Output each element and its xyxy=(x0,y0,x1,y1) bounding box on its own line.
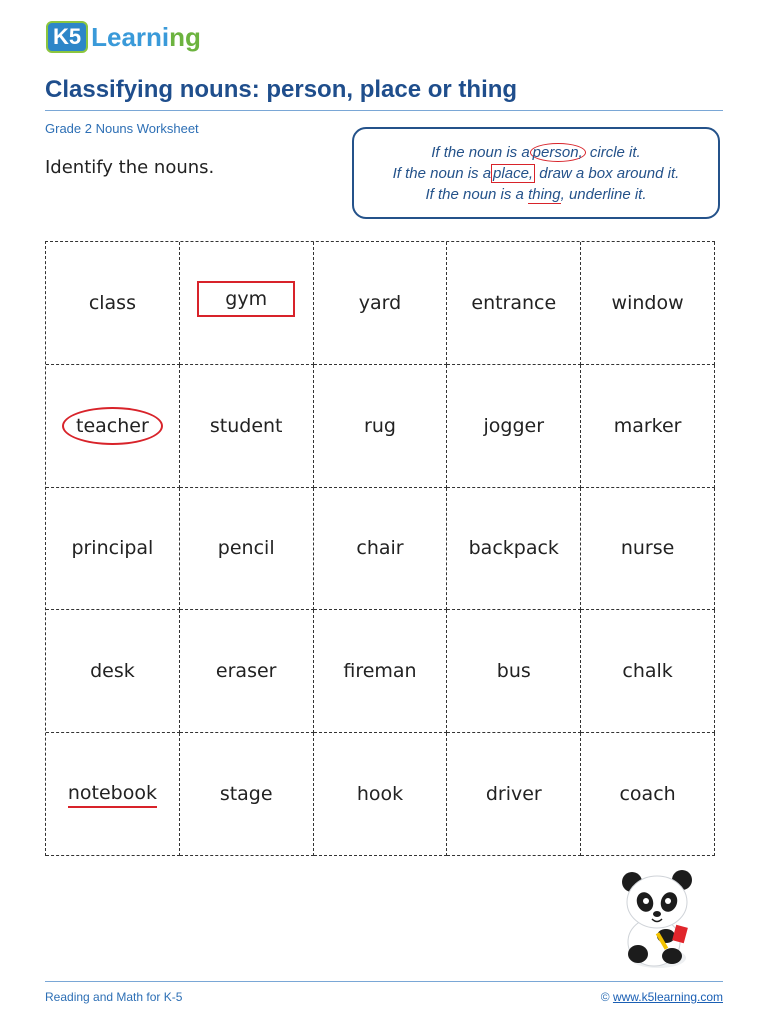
noun-word: chalk xyxy=(622,660,673,683)
noun-word: hook xyxy=(356,783,404,806)
rule-person-word: person, xyxy=(530,143,586,162)
copyright-symbol: © xyxy=(600,990,610,1004)
noun-grid xyxy=(45,241,715,856)
logo-wordmark: Learning xyxy=(91,21,201,52)
noun-word: coach xyxy=(619,783,676,806)
grid-cell xyxy=(581,733,715,856)
grid-cell xyxy=(447,610,581,733)
grid-cell xyxy=(46,488,180,611)
rule-place: If the noun is a place, draw a box around it. xyxy=(392,164,680,182)
grid-cell xyxy=(46,242,180,365)
rule-place-word: place, xyxy=(493,164,534,182)
rule-thing: If the noun is a thing, underline it. xyxy=(425,185,647,203)
noun-word: window xyxy=(611,291,684,314)
grid-cell xyxy=(447,242,581,365)
noun-word: pencil xyxy=(217,537,275,560)
noun-word: entrance xyxy=(471,291,557,314)
noun-word: eraser xyxy=(215,660,277,683)
grid-cell xyxy=(314,365,448,488)
noun-word: jogger xyxy=(483,414,545,437)
grid-cell xyxy=(180,365,314,488)
noun-word: fireman xyxy=(343,660,417,683)
noun-word: stage xyxy=(219,783,273,806)
noun-word-underlined: notebook xyxy=(68,780,157,808)
noun-word: class xyxy=(88,291,136,314)
noun-word: yard xyxy=(358,291,402,314)
grid-cell xyxy=(581,610,715,733)
panda-mascot-icon xyxy=(608,862,708,974)
grid-cell xyxy=(447,733,581,856)
noun-word: desk xyxy=(90,660,135,683)
grid-cell xyxy=(447,488,581,611)
noun-word: student xyxy=(209,414,283,437)
grid-cell xyxy=(46,733,180,856)
noun-word: marker xyxy=(613,414,682,437)
grid-cell xyxy=(581,365,715,488)
footer-tagline: Reading and Math for K-5 xyxy=(45,990,183,1004)
instruction-text: Identify the nouns. xyxy=(45,157,215,178)
grid-cell xyxy=(180,242,314,365)
page-title: Classifying nouns: person, place or thing xyxy=(45,76,518,103)
grid-cell xyxy=(180,610,314,733)
footer-website-link[interactable]: www.k5learning.com xyxy=(612,990,723,1004)
grid-cell xyxy=(581,488,715,611)
footer-copyright xyxy=(601,990,723,1004)
grid-cell xyxy=(314,733,448,856)
grid-cell xyxy=(180,733,314,856)
noun-word: backpack xyxy=(468,537,559,560)
noun-word: rug xyxy=(364,414,396,437)
rule-person: If the noun is a person, circle it. xyxy=(431,143,641,161)
grid-cell xyxy=(447,365,581,488)
logo-badge: K5 xyxy=(46,21,88,53)
noun-word: chair xyxy=(356,537,404,560)
grid-cell xyxy=(314,242,448,365)
grid-cell xyxy=(314,610,448,733)
grid-cell xyxy=(46,365,180,488)
noun-word-boxed: gym xyxy=(197,281,295,317)
grid-cell xyxy=(46,610,180,733)
noun-word: bus xyxy=(496,660,531,683)
noun-word: driver xyxy=(485,783,542,806)
grid-cell xyxy=(180,488,314,611)
k5-learning-logo xyxy=(46,14,201,60)
footer-divider xyxy=(45,981,723,982)
title-divider xyxy=(45,110,723,111)
worksheet-subtitle: Grade 2 Nouns Worksheet xyxy=(45,121,199,136)
grid-cell xyxy=(314,488,448,611)
noun-word: nurse xyxy=(620,537,675,560)
rule-thing-word: thing xyxy=(528,185,561,203)
noun-word: principal xyxy=(71,537,154,560)
grid-cell xyxy=(581,242,715,365)
noun-word-circled: teacher xyxy=(62,407,163,445)
rules-box xyxy=(352,127,720,219)
